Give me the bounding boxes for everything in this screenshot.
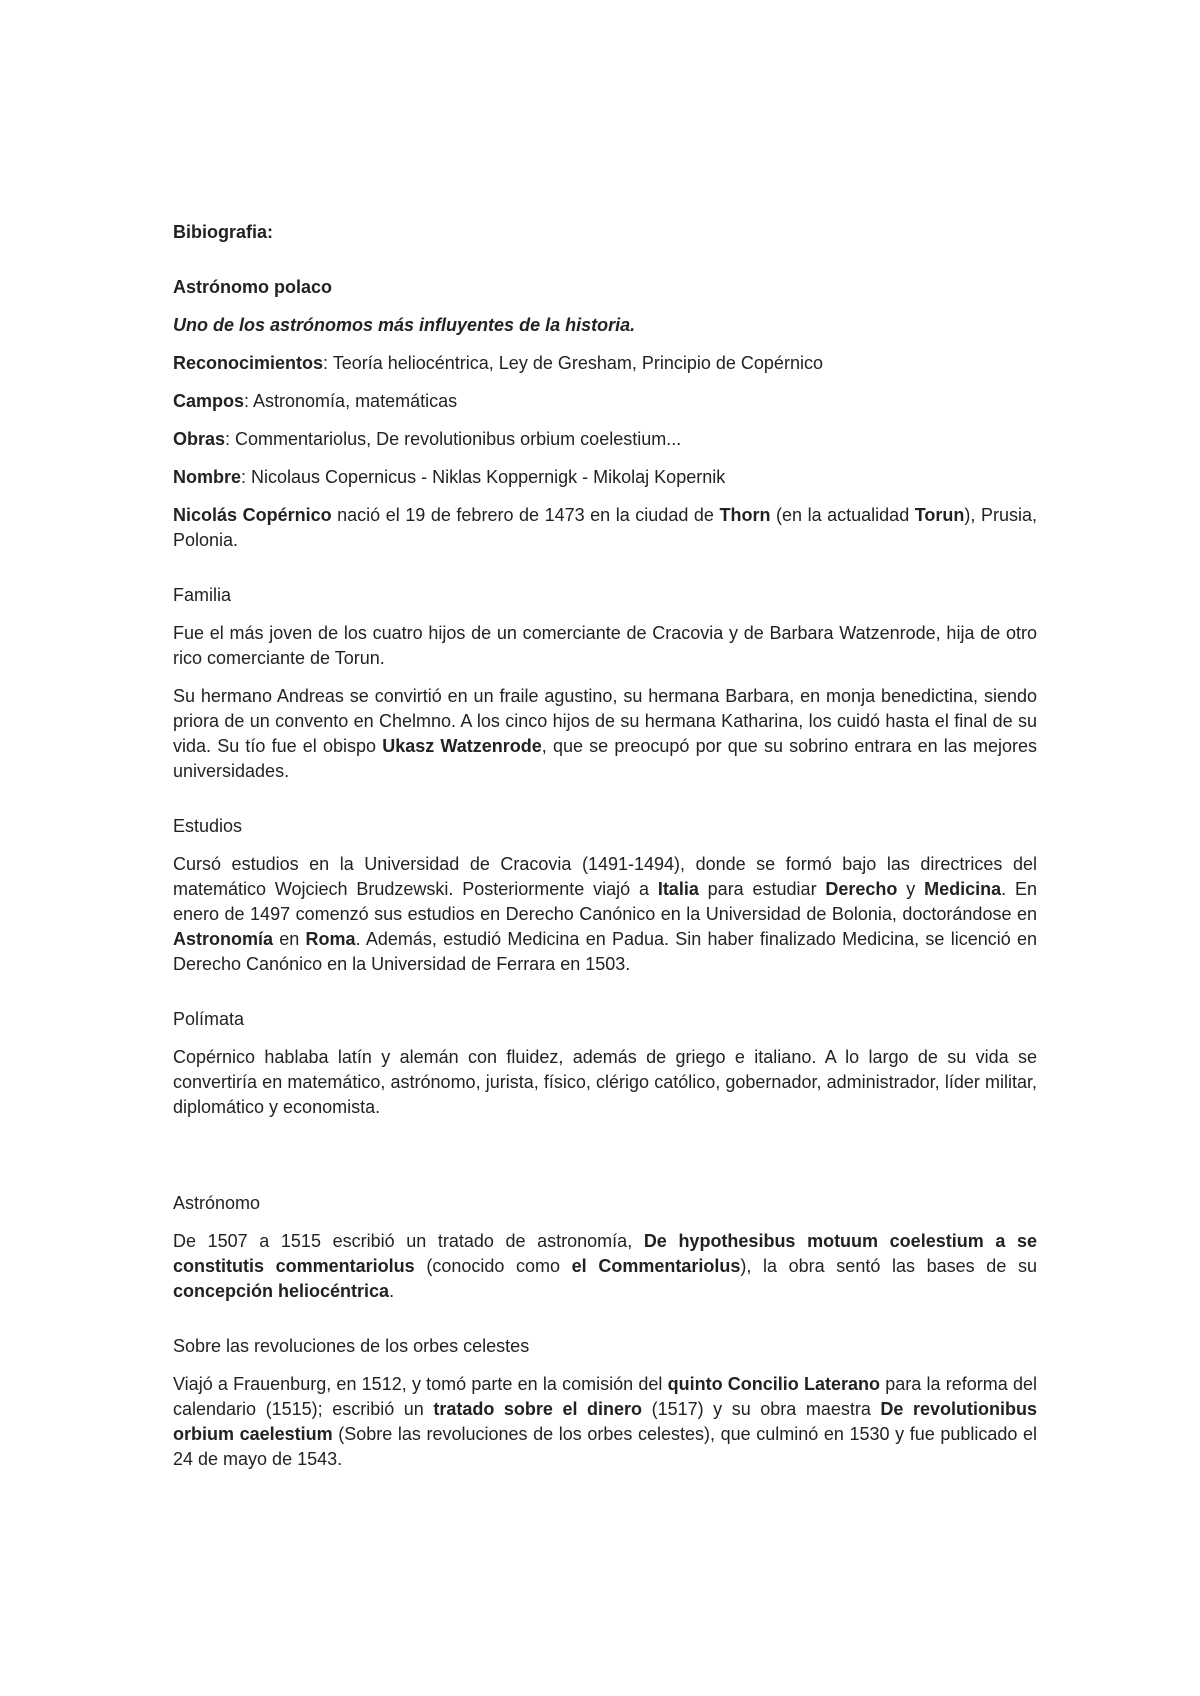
city-name: Thorn (719, 505, 771, 525)
modern-city-name: Torun (914, 505, 965, 525)
fact-value: : Teoría heliocéntrica, Ley de Gresham, Principio de Copérnico (323, 353, 823, 373)
astronomo-paragraph (173, 1229, 1037, 1304)
fact-label: Campos (173, 391, 245, 411)
text-run: (1517) y su obra maestra (642, 1399, 881, 1419)
person-name: Nicolás Copérnico (173, 505, 332, 525)
text-run: nació el 19 de febrero de 1473 en la ciudad de (331, 505, 720, 525)
text-run: . (389, 1281, 395, 1301)
masterwork-title: De revolutionibus orbium caelestium (173, 1399, 1037, 1444)
fact-reconocimientos (173, 351, 1037, 376)
fact-nombre (173, 465, 1037, 490)
text-run: y (897, 879, 925, 899)
text-run: Viajó a Frauenburg, en 1512, y tomó parte en la comisión del (173, 1374, 668, 1394)
section-title-astronomo: Astrónomo (173, 1193, 261, 1213)
fact-campos (173, 389, 1037, 414)
text-run: De 1507 a 1515 escribió un tratado de astronomía, (173, 1231, 644, 1251)
bold-astronomia: Astronomía (173, 929, 274, 949)
text-run: para la reforma del calendario (1515); escribió un (173, 1374, 1038, 1419)
fact-label: Nombre (173, 467, 242, 487)
bold-derecho: Derecho (825, 879, 898, 899)
text-run: Cursó estudios en la Universidad de Cracovia (1491-1494), donde se formó bajo las directrices del matemático Wojciech Brudzewski. Posteriormente viajó a (173, 854, 1037, 899)
familia-paragraph-2 (173, 684, 1037, 784)
document-body (173, 220, 1037, 1472)
fact-obras (173, 427, 1037, 452)
intro-paragraph (173, 503, 1037, 553)
fact-value: : Astronomía, matemáticas (244, 391, 458, 411)
treatise-name: tratado sobre el dinero (433, 1399, 643, 1419)
council-name: quinto Concilio Laterano (667, 1374, 881, 1394)
work-title: De hypothesibus motuum coelestium a se constitutis commentariolus (173, 1231, 1037, 1276)
section-title-revoluciones: Sobre las revoluciones de los orbes celestes (173, 1336, 530, 1356)
text-run: (conocido como (414, 1256, 572, 1276)
section-title-familia: Familia (173, 585, 232, 605)
fact-value: : Nicolaus Copernicus - Niklas Koppernigk - Mikolaj Kopernik (241, 467, 726, 487)
estudios-paragraph (173, 852, 1037, 977)
text-run: ), la obra sentó las bases de su (740, 1256, 1037, 1276)
work-known-as: el Commentariolus (571, 1256, 741, 1276)
section-title-estudios: Estudios (173, 816, 243, 836)
uncle-name: Ukasz Watzenrode (382, 736, 542, 756)
bold-medicina: Medicina (924, 879, 1002, 899)
section-title-polimata: Polímata (173, 1009, 245, 1029)
familia-paragraph-1: Fue el más joven de los cuatro hijos de un comerciante de Cracovia y de Barbara Watzenrode, hija de otro rico comerciante de Torun. (173, 623, 1037, 668)
text-run: para estudiar (698, 879, 826, 899)
tagline: Uno de los astrónomos más influyentes de la historia. (173, 315, 636, 335)
fact-value: : Commentariolus, De revolutionibus orbium coelestium... (225, 429, 682, 449)
revoluciones-paragraph (173, 1372, 1037, 1472)
text-run: Su hermano Andreas se convirtió en un fraile agustino, su hermana Barbara, en monja benedictina, siendo priora de un convento en Chelmno. A los cinco hijos de su hermana Katharina, los cuidó hasta el final de su vida. Su tío fue el obispo (173, 686, 1037, 756)
text-run: . En enero de 1497 comenzó sus estudios en Derecho Canónico en la Universidad de Bolonia, doctorándose en (173, 879, 1037, 924)
fact-label: Reconocimientos (173, 353, 324, 373)
bold-italia: Italia (657, 879, 699, 899)
fact-label: Obras (173, 429, 226, 449)
text-run: . Además, estudió Medicina en Padua. Sin haber finalizado Medicina, se licenció en Derecho Canónico en la Universidad de Ferrara en 1503. (173, 929, 1037, 974)
text-run: , que se preocupó por que su sobrino entrara en las mejores universidades. (173, 736, 1038, 781)
text-run: en (273, 929, 306, 949)
bibliography-heading: Bibiografia: (173, 222, 274, 242)
text-run: ), Prusia, Polonia. (173, 505, 1037, 550)
bold-roma: Roma (305, 929, 356, 949)
subtitle: Astrónomo polaco (173, 277, 333, 297)
text-run: (Sobre las revoluciones de los orbes celestes), que culminó en 1530 y fue publicado el 24 de mayo de 1543. (173, 1424, 1037, 1469)
text-run: (en la actualidad (770, 505, 915, 525)
polimata-paragraph: Copérnico hablaba latín y alemán con fluidez, además de griego e italiano. A lo largo de su vida se convertiría en matemático, astrónomo, jurista, físico, clérigo católico, gobernador, administrador, líder militar, diplomático y economista. (173, 1047, 1037, 1117)
heliocentric-concept: concepción heliocéntrica (173, 1281, 390, 1301)
